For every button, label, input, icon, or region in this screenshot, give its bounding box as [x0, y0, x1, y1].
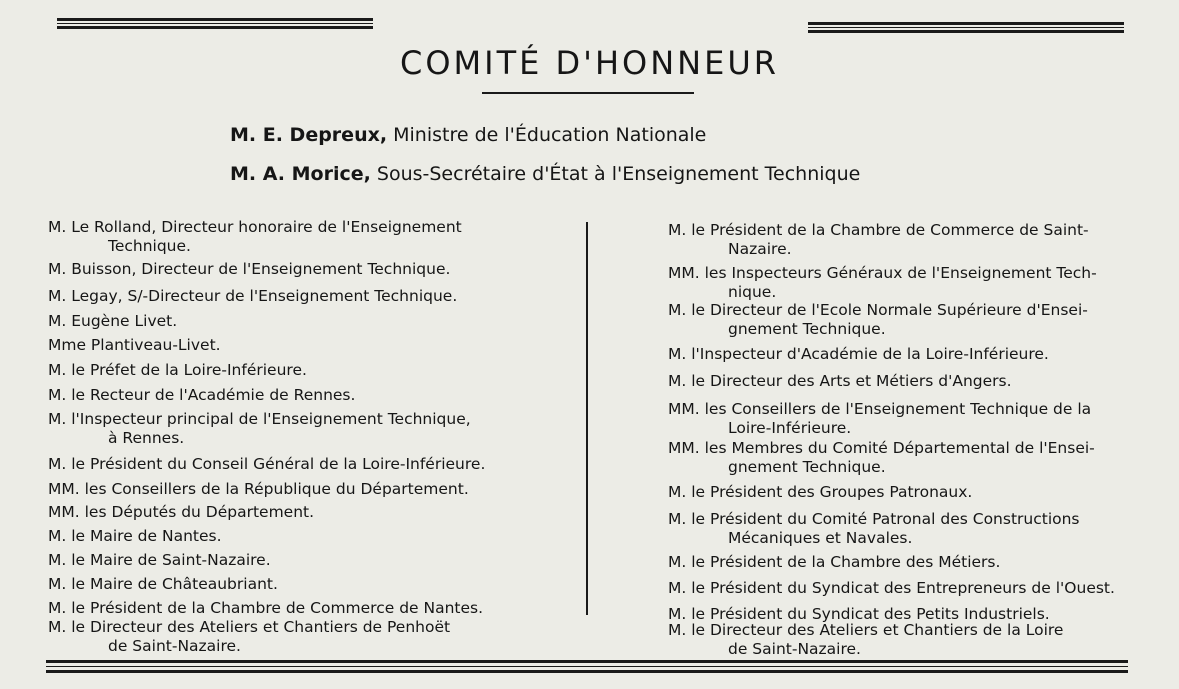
list-item [48, 455, 518, 474]
list-item-line: MM. les Conseillers de la République du Département. [48, 480, 469, 498]
list-item-continuation: gnement Technique. [728, 320, 886, 338]
list-item-line: M. le Président de la Chambre des Métiers. [668, 553, 1001, 571]
honoree-2-name: M. A. Morice, [230, 163, 371, 185]
list-item-line: M. le Maire de Châteaubriant. [48, 575, 278, 593]
list-item [48, 618, 518, 656]
title-underline [482, 92, 694, 94]
list-item-continuation: nique. [728, 283, 777, 301]
list-item [668, 301, 1132, 339]
list-item [48, 336, 518, 355]
top-rule-right [808, 22, 1124, 34]
honoree-1-name: M. E. Depreux, [230, 124, 388, 146]
list-item-line: M. l'Inspecteur principal de l'Enseignement Technique, [48, 410, 471, 428]
list-item [668, 345, 1132, 364]
list-item-line: MM. les Membres du Comité Départemental de l'Ensei- [668, 439, 1095, 457]
list-item-line: M. le Président de la Chambre de Commerce de Nantes. [48, 599, 484, 617]
list-item-line: MM. les Inspecteurs Généraux de l'Enseignement Tech- [668, 264, 1097, 282]
list-item [48, 386, 518, 405]
list-item-line: M. Buisson, Directeur de l'Enseignement Technique. [48, 260, 451, 278]
list-item-continuation: Technique. [108, 237, 191, 255]
list-item-line: M. le Préfet de la Loire-Inférieure. [48, 361, 307, 379]
list-item [668, 264, 1132, 302]
list-item [48, 361, 518, 380]
list-item [668, 510, 1132, 548]
list-item [48, 503, 518, 522]
list-item [48, 287, 518, 306]
column-divider [586, 222, 588, 615]
list-item [48, 527, 518, 546]
list-item-line: M. le Maire de Saint-Nazaire. [48, 551, 271, 569]
list-item-line: MM. les Conseillers de l'Enseignement Technique de la [668, 400, 1092, 418]
list-item [48, 218, 518, 256]
list-item-line: M. le Directeur des Arts et Métiers d'Angers. [668, 372, 1012, 390]
list-item [668, 221, 1132, 259]
honoree-1-role: Ministre de l'Éducation Nationale [393, 124, 707, 146]
list-item-line: M. le Directeur de l'Ecole Normale Supérieure d'Ensei- [668, 301, 1088, 319]
list-item-line: M. le Président du Syndicat des Petits Industriels. [668, 605, 1050, 623]
list-item-continuation: à Rennes. [108, 429, 185, 447]
list-item-line: M. le Président du Conseil Général de la Loire-Inférieure. [48, 455, 486, 473]
list-item-line: M. le Président du Syndicat des Entrepreneurs de l'Ouest. [668, 579, 1115, 597]
list-item [668, 372, 1132, 391]
list-item-continuation: de Saint-Nazaire. [108, 637, 241, 655]
honoree-2 [230, 163, 860, 185]
bottom-rule [46, 660, 1128, 674]
honoree-1 [230, 124, 706, 146]
list-item-line: M. l'Inspecteur d'Académie de la Loire-Inférieure. [668, 345, 1049, 363]
list-item-continuation: gnement Technique. [728, 458, 886, 476]
list-item [668, 553, 1132, 572]
list-item [668, 579, 1132, 598]
list-item-line: M. le Président du Comité Patronal des Constructions [668, 510, 1080, 528]
list-item-line: MM. les Députés du Département. [48, 503, 315, 521]
list-item [48, 480, 518, 499]
list-item [48, 575, 518, 594]
list-item-continuation: Nazaire. [728, 240, 792, 258]
list-item [668, 483, 1132, 502]
list-item-continuation: de Saint-Nazaire. [728, 640, 861, 658]
list-item-line: M. le Président des Groupes Patronaux. [668, 483, 973, 501]
list-item [48, 260, 518, 279]
list-item-line: M. Le Rolland, Directeur honoraire de l'Enseignement [48, 218, 462, 236]
top-rule-left [57, 18, 373, 30]
list-item-line: Mme Plantiveau-Livet. [48, 336, 221, 354]
list-item [668, 621, 1132, 659]
list-item-line: M. le Directeur des Ateliers et Chantiers de la Loire [668, 621, 1064, 639]
list-item [48, 551, 518, 570]
list-item-continuation: Mécaniques et Navales. [728, 529, 913, 547]
list-item [668, 400, 1132, 438]
list-item-line: M. le Président de la Chambre de Commerce de Saint- [668, 221, 1089, 239]
list-item [48, 312, 518, 331]
list-item-continuation: Loire-Inférieure. [728, 419, 852, 437]
list-item-line: M. le Recteur de l'Académie de Rennes. [48, 386, 356, 404]
list-item [668, 439, 1132, 477]
list-item-line: M. le Maire de Nantes. [48, 527, 222, 545]
list-item [48, 410, 518, 448]
honoree-2-role: Sous-Secrétaire d'État à l'Enseignement Technique [376, 163, 861, 185]
list-item-line: M. le Directeur des Ateliers et Chantiers de Penhoët [48, 618, 451, 636]
list-item [48, 599, 518, 618]
list-item-line: M. Eugène Livet. [48, 312, 178, 330]
page-title: COMITÉ D'HONNEUR [400, 44, 779, 82]
list-item-line: M. Legay, S/-Directeur de l'Enseignement Technique. [48, 287, 458, 305]
